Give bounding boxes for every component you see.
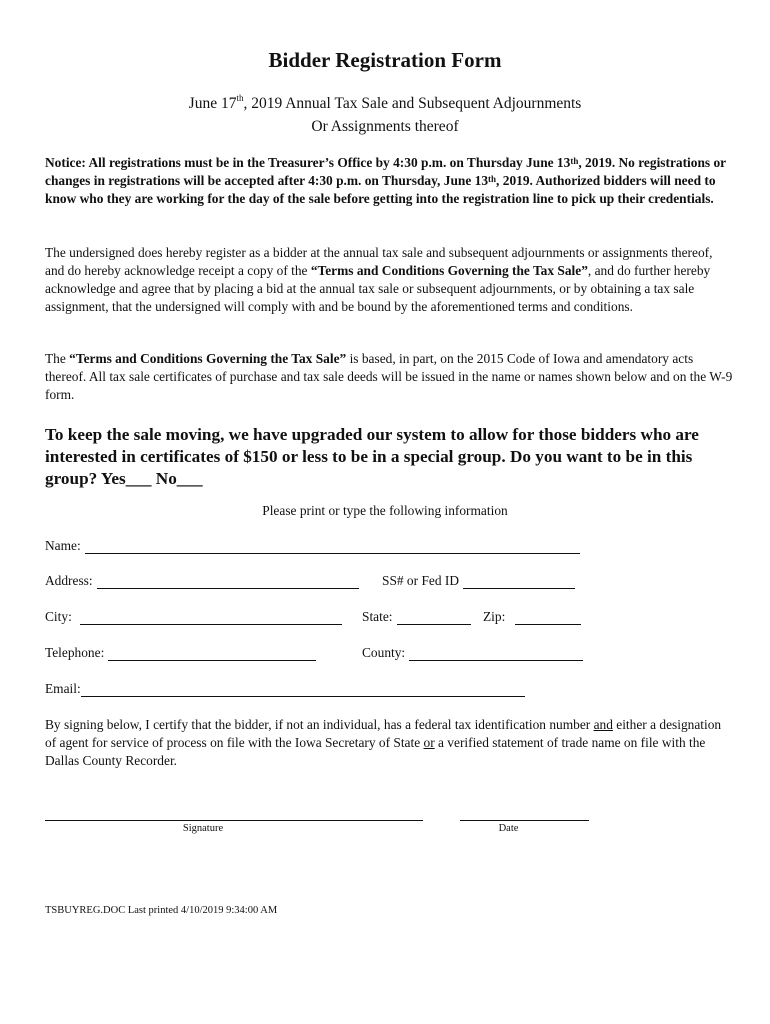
telephone-label: Telephone: [45,645,105,660]
city-input-line[interactable] [80,611,342,625]
signature-line[interactable] [45,820,423,821]
city-field-row [45,609,342,625]
telephone-input-line[interactable] [108,647,316,661]
ssn-field-row [382,573,575,589]
zip-label: Zip: [483,609,506,624]
email-label: Email: [45,681,81,696]
registration-notice: Notice: All registrations must be in the Treasurer’s Office by 4:30 p.m. on Thursday June 13th, 2019. No registrations or changes in registrations will be accepted after 4:30 p.m. on Thursday, June 13th, 2019. Authorized bidders will need to know who they are working for the day of the sale before getting into the registration line to pick up their credentials. [45,155,726,206]
name-input-line[interactable] [85,540,580,554]
county-input-line[interactable] [409,647,583,661]
state-label: State: [362,609,393,624]
telephone-field-row [45,645,316,661]
special-group-question: To keep the sale moving, we have upgraded our system to allow for those bidders who are interested in certificates of $150 or less to be in a special group. Do you want to be in this group? Yes___ No___ [45,425,699,488]
state-input-line[interactable] [397,611,471,625]
date-label: Date [498,823,519,834]
state-field-row [362,609,471,625]
email-field-row [45,681,525,697]
name-label: Name: [45,538,81,553]
subtitle-line-1: June 17th, 2019 Annual Tax Sale and Subsequent Adjournments [188,93,582,112]
terms-paragraph: The “Terms and Conditions Governing the Tax Sale” is based, in part, on the 2015 Code of Iowa and amendatory acts thereof. All tax sale certificates of purchase and tax sale deeds will be issued in the name or names shown below and on the W-9 form. [45,351,733,402]
form-title: Bidder Registration Form [268,48,502,72]
zip-input-line[interactable] [515,611,581,625]
subtitle-line-2: Or Assignments thereof [311,118,459,135]
county-field-row [362,645,583,661]
zip-field-row [483,609,581,625]
certification-paragraph: By signing below, I certify that the bidder, if not an individual, has a federal tax identification number and either a designation of agent for service of process on file with the Iowa Secretary of State or a verified statement of trade name on file with the Dallas County Recorder. [45,717,722,768]
address-input-line[interactable] [97,575,359,589]
signature-label: Signature [182,823,224,834]
address-field-row [45,573,359,589]
acknowledgement-paragraph: The undersigned does hereby register as a bidder at the annual tax sale and subsequent adjournments or assignments thereof, and do hereby acknowledge receipt a copy of the “Terms and Conditions Governing the Tax Sale”, and do further hereby acknowledge and agree that by placing a bid at the annual tax sale or subsequent adjournments, or by obtaining a tax sale assignment, that the undersigned will comply with and be bound by the aforementioned terms and conditions. [45,245,713,314]
ssn-label: SS# or Fed ID [382,573,460,588]
name-field-row [45,538,580,554]
city-label: City: [45,609,72,624]
email-input-line[interactable] [81,683,525,697]
county-label: County: [362,645,406,660]
document-footer: TSBUYREG.DOC Last printed 4/10/2019 9:34:00 AM [45,905,278,916]
print-instruction: Please print or type the following information [262,503,508,518]
address-label: Address: [45,573,93,588]
ssn-input-line[interactable] [463,575,575,589]
date-line[interactable] [460,820,589,821]
